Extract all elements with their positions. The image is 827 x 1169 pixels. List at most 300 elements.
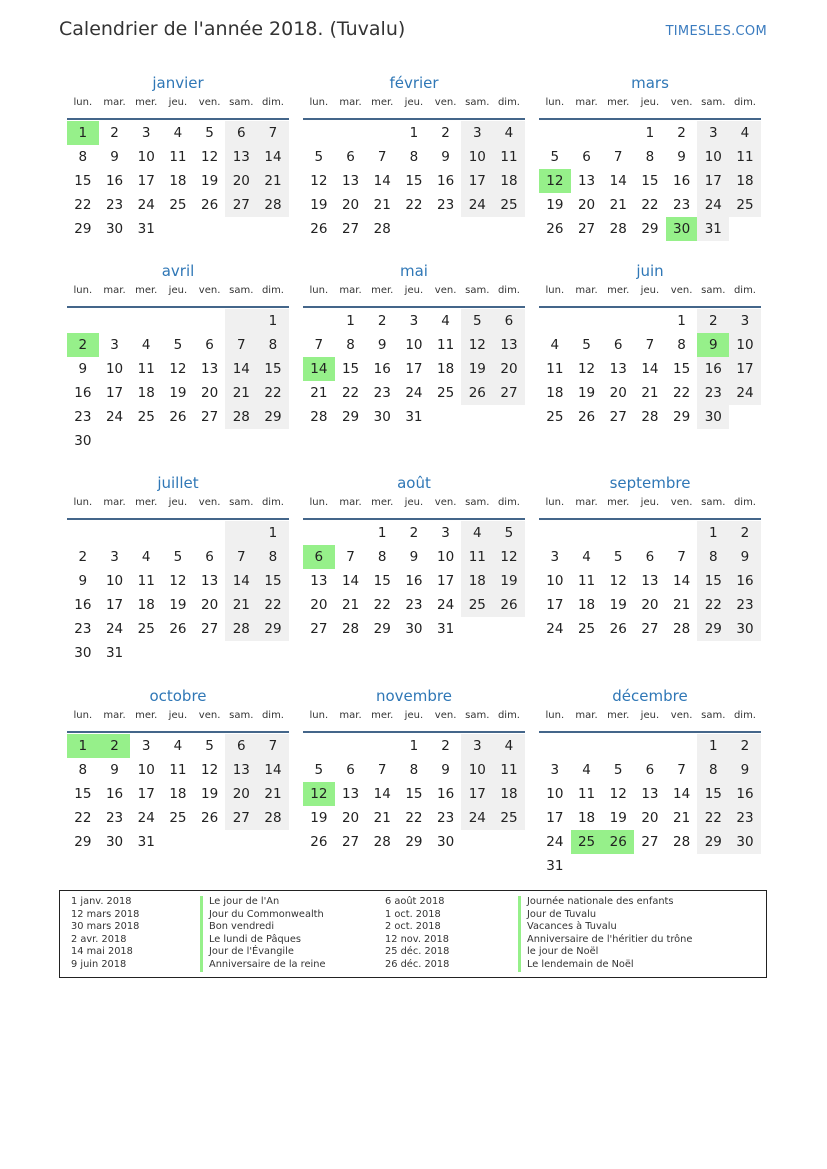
day-cell: 3	[550, 762, 560, 778]
day-cell: 20	[641, 597, 659, 613]
day-cell: 16	[729, 782, 761, 806]
day-cell: 12	[539, 169, 571, 193]
day-cell: 15	[405, 786, 423, 802]
day-grid	[67, 734, 289, 854]
day-cell: 30	[729, 830, 761, 854]
day-cell: 8	[78, 762, 88, 778]
empty-cell	[602, 121, 634, 145]
month-block	[539, 72, 761, 241]
day-cell: 25	[137, 409, 155, 425]
day-cell: 23	[74, 621, 92, 637]
header-rule	[303, 731, 525, 733]
weekday-label: ven.	[198, 710, 221, 721]
day-cell: 5	[173, 337, 183, 353]
weekday-label: mar.	[575, 285, 598, 296]
day-cell: 12	[201, 149, 219, 165]
empty-cell	[194, 217, 226, 241]
day-cell: 3	[441, 525, 450, 541]
day-cell: 23	[405, 597, 423, 613]
day-cell: 9	[441, 762, 450, 778]
day-cell: 7	[645, 337, 655, 353]
day-cell: 7	[613, 149, 623, 165]
day-cell: 20	[609, 385, 627, 401]
day-cell: 26	[609, 621, 627, 637]
empty-cell	[257, 217, 289, 241]
day-cell: 22	[697, 806, 729, 830]
weekday-label: mar.	[575, 710, 598, 721]
day-grid	[303, 521, 525, 641]
day-cell: 11	[493, 145, 525, 169]
day-cell: 11	[729, 145, 761, 169]
day-grid	[303, 121, 525, 241]
day-cell: 25	[577, 621, 596, 637]
day-cell: 30	[105, 221, 124, 237]
legend-date: 1 janv. 2018	[71, 896, 132, 907]
day-cell: 8	[409, 762, 419, 778]
month-name: mars	[631, 74, 669, 92]
day-cell: 26	[602, 830, 634, 854]
day-grid	[67, 521, 289, 665]
day-cell: 1	[697, 734, 729, 758]
day-cell: 15	[697, 569, 729, 593]
day-grid	[303, 734, 525, 854]
day-cell: 28	[341, 621, 360, 637]
day-cell: 9	[729, 545, 761, 569]
legend-holiday-name: Anniversaire de l'héritier du trône	[518, 934, 692, 947]
weekday-label: dim.	[733, 285, 756, 296]
weekday-label: mer.	[607, 97, 630, 108]
day-cell: 6	[613, 337, 623, 353]
legend-date: 2 oct. 2018	[385, 921, 441, 933]
day-cell: 28	[373, 221, 391, 237]
day-cell: 21	[225, 593, 257, 617]
legend-date: 26 déc. 2018	[385, 958, 450, 970]
day-cell: 1	[409, 125, 419, 141]
day-cell: 1	[677, 313, 686, 329]
day-cell: 31	[137, 834, 155, 850]
weekday-label: dim.	[261, 710, 284, 721]
day-cell: 31	[137, 221, 155, 237]
day-cell: 13	[201, 361, 219, 377]
weekday-label: dim.	[733, 497, 756, 508]
day-cell: 7	[346, 549, 355, 565]
day-cell: 25	[169, 197, 187, 213]
header-rule	[67, 731, 289, 733]
day-cell: 8	[257, 545, 289, 569]
empty-cell	[666, 521, 698, 545]
day-cell: 21	[641, 385, 659, 401]
weekday-header	[303, 285, 525, 303]
day-cell: 28	[373, 834, 391, 850]
month-name: mai	[400, 262, 428, 280]
day-cell: 29	[373, 621, 391, 637]
weekday-header	[303, 97, 525, 115]
day-cell: 8	[377, 549, 387, 565]
empty-cell	[539, 734, 571, 758]
day-cell: 4	[173, 738, 183, 754]
day-cell: 10	[729, 333, 761, 357]
weekday-label: dim.	[261, 97, 284, 108]
month-block	[303, 260, 525, 429]
day-cell: 16	[437, 173, 455, 189]
weekday-label: ven.	[198, 97, 221, 108]
day-cell: 10	[461, 145, 493, 169]
month-name: août	[397, 474, 431, 492]
day-cell: 10	[437, 549, 455, 565]
month-block	[303, 685, 525, 854]
day-cell: 25	[571, 830, 603, 854]
day-cell: 17	[405, 361, 423, 377]
day-cell: 23	[673, 197, 691, 213]
day-cell: 20	[225, 169, 257, 193]
day-cell: 14	[673, 786, 691, 802]
day-cell: 23	[74, 409, 92, 425]
day-cell: 15	[673, 361, 691, 377]
day-cell: 24	[461, 806, 493, 830]
day-grid	[303, 309, 525, 429]
day-cell: 3	[550, 549, 560, 565]
weekday-label: mar.	[339, 97, 362, 108]
day-cell: 29	[257, 617, 289, 641]
legend-date: 12 nov. 2018	[385, 933, 449, 945]
day-cell: 27	[341, 834, 360, 850]
day-cell: 5	[173, 549, 183, 565]
day-cell: 12	[461, 333, 493, 357]
empty-cell	[130, 429, 162, 453]
day-cell: 19	[577, 385, 596, 401]
day-cell: 9	[377, 337, 387, 353]
day-cell: 28	[225, 405, 257, 429]
day-cell: 31	[546, 858, 564, 874]
weekday-label: mar.	[575, 497, 598, 508]
day-cell: 14	[257, 145, 289, 169]
legend-holiday-name: Le lendemain de Noël	[518, 959, 692, 972]
day-cell: 19	[169, 597, 187, 613]
day-cell: 14	[225, 569, 257, 593]
day-cell: 19	[169, 385, 187, 401]
empty-cell	[602, 309, 634, 333]
weekday-label: ven.	[670, 497, 693, 508]
day-cell: 28	[641, 409, 659, 425]
day-cell: 30	[729, 617, 761, 641]
day-cell: 9	[110, 762, 119, 778]
day-cell: 10	[105, 361, 124, 377]
weekday-label: mer.	[371, 285, 394, 296]
day-cell: 20	[341, 197, 360, 213]
day-cell: 4	[141, 337, 151, 353]
day-cell: 18	[546, 385, 564, 401]
day-cell: 6	[645, 549, 655, 565]
day-cell: 24	[546, 834, 564, 850]
day-cell: 23	[437, 810, 455, 826]
legend-dates-right	[385, 896, 449, 972]
day-cell: 19	[493, 569, 525, 593]
legend-date: 6 août 2018	[385, 896, 445, 907]
day-cell: 5	[493, 521, 525, 545]
day-cell: 17	[105, 385, 124, 401]
empty-cell	[634, 521, 666, 545]
empty-cell	[461, 617, 493, 641]
day-cell: 24	[105, 621, 124, 637]
day-cell: 27	[609, 409, 627, 425]
day-cell: 20	[641, 810, 659, 826]
day-cell: 29	[641, 221, 659, 237]
day-cell: 29	[673, 409, 691, 425]
day-cell: 24	[105, 409, 124, 425]
day-cell: 4	[729, 121, 761, 145]
day-cell: 27	[641, 621, 659, 637]
day-cell: 13	[577, 173, 596, 189]
day-cell: 19	[609, 597, 627, 613]
day-cell: 6	[205, 549, 214, 565]
legend-holiday-name: Anniversaire de la reine	[200, 959, 325, 972]
day-cell: 30	[74, 433, 92, 449]
day-cell: 17	[697, 169, 729, 193]
weekday-label: lun.	[309, 710, 329, 721]
day-grid	[539, 734, 761, 878]
day-cell: 1	[377, 525, 387, 541]
day-cell: 17	[137, 173, 155, 189]
weekday-header	[303, 497, 525, 515]
day-cell: 17	[546, 597, 564, 613]
day-cell: 29	[257, 405, 289, 429]
day-grid	[539, 121, 761, 241]
day-cell: 14	[373, 786, 391, 802]
weekday-label: dim.	[733, 97, 756, 108]
empty-cell	[634, 854, 666, 878]
weekday-label: mar.	[103, 710, 126, 721]
day-cell: 25	[169, 810, 187, 826]
empty-cell	[666, 854, 698, 878]
legend-holiday-name: Jour de l'Évangile	[200, 946, 325, 959]
weekday-label: ven.	[434, 285, 457, 296]
day-cell: 26	[546, 221, 564, 237]
weekday-label: ven.	[434, 497, 457, 508]
empty-cell	[194, 830, 226, 854]
day-cell: 4	[461, 521, 493, 545]
day-cell: 10	[546, 573, 564, 589]
empty-cell	[539, 121, 571, 145]
day-cell: 27	[341, 221, 360, 237]
day-cell: 2	[729, 521, 761, 545]
day-cell: 16	[697, 357, 729, 381]
day-cell: 20	[201, 385, 219, 401]
weekday-label: jeu.	[404, 497, 424, 508]
day-cell: 22	[405, 810, 423, 826]
day-cell: 9	[697, 333, 729, 357]
day-cell: 15	[405, 173, 423, 189]
day-cell: 25	[729, 193, 761, 217]
month-name: janvier	[152, 74, 204, 92]
weekday-label: dim.	[497, 710, 520, 721]
empty-cell	[67, 309, 99, 333]
day-cell: 11	[577, 573, 596, 589]
day-cell: 12	[169, 573, 187, 589]
day-cell: 21	[257, 782, 289, 806]
weekday-label: lun.	[73, 710, 93, 721]
day-cell: 27	[201, 409, 219, 425]
month-block	[539, 685, 761, 878]
header-rule	[303, 518, 525, 520]
empty-cell	[398, 217, 430, 241]
weekday-label: mar.	[103, 285, 126, 296]
day-cell: 1	[697, 521, 729, 545]
legend-holiday-name: Vacances à Tuvalu	[518, 921, 692, 934]
weekday-label: jeu.	[168, 285, 188, 296]
weekday-label: lun.	[545, 497, 565, 508]
day-cell: 1	[409, 738, 419, 754]
day-cell: 8	[346, 337, 355, 353]
day-cell: 22	[673, 385, 691, 401]
day-cell: 12	[577, 361, 596, 377]
day-cell: 17	[546, 810, 564, 826]
day-cell: 25	[137, 621, 155, 637]
month-name: décembre	[612, 687, 688, 705]
day-cell: 23	[697, 381, 729, 405]
day-grid	[539, 521, 761, 641]
day-cell: 24	[405, 385, 423, 401]
day-cell: 8	[677, 337, 686, 353]
day-cell: 10	[137, 149, 155, 165]
day-cell: 7	[377, 149, 387, 165]
day-cell: 11	[577, 786, 596, 802]
day-cell: 8	[257, 333, 289, 357]
weekday-label: lun.	[545, 97, 565, 108]
day-cell: 8	[645, 149, 655, 165]
weekday-label: sam.	[465, 97, 490, 108]
day-cell: 6	[205, 337, 214, 353]
day-cell: 25	[493, 193, 525, 217]
empty-cell	[366, 121, 398, 145]
weekday-label: sam.	[465, 497, 490, 508]
weekday-label: lun.	[309, 97, 329, 108]
day-cell: 15	[74, 786, 92, 802]
day-cell: 14	[373, 173, 391, 189]
day-cell: 20	[493, 357, 525, 381]
weekday-header	[67, 497, 289, 515]
day-cell: 26	[201, 810, 219, 826]
empty-cell	[162, 309, 194, 333]
day-cell: 11	[169, 762, 187, 778]
day-cell: 9	[409, 549, 419, 565]
day-cell: 5	[314, 149, 324, 165]
day-cell: 3	[461, 121, 493, 145]
day-cell: 11	[461, 545, 493, 569]
day-cell: 5	[205, 125, 214, 141]
day-cell: 20	[341, 810, 360, 826]
day-cell: 12	[303, 782, 335, 806]
weekday-label: ven.	[198, 285, 221, 296]
empty-cell	[335, 121, 367, 145]
weekday-label: jeu.	[640, 97, 660, 108]
legend-holiday-name: Le lundi de Pâques	[200, 934, 325, 947]
day-cell: 5	[461, 309, 493, 333]
brand-link[interactable]: TIMESLES.COM	[665, 24, 767, 39]
day-cell: 7	[225, 545, 257, 569]
month-name: février	[389, 74, 439, 92]
weekday-label: mar.	[339, 285, 362, 296]
weekday-label: mer.	[607, 285, 630, 296]
header-rule	[67, 118, 289, 120]
weekday-label: mar.	[103, 497, 126, 508]
weekday-label: jeu.	[168, 710, 188, 721]
day-cell: 30	[74, 645, 92, 661]
empty-cell	[303, 309, 335, 333]
weekday-label: mar.	[339, 710, 362, 721]
weekday-label: sam.	[701, 97, 726, 108]
day-cell: 9	[78, 573, 88, 589]
empty-cell	[162, 217, 194, 241]
month-name: juin	[636, 262, 664, 280]
empty-cell	[571, 734, 603, 758]
day-cell: 13	[641, 786, 659, 802]
day-cell: 23	[373, 385, 391, 401]
day-cell: 1	[346, 313, 355, 329]
legend-dates-left	[71, 896, 139, 972]
empty-cell	[225, 217, 257, 241]
day-cell: 16	[105, 786, 124, 802]
day-cell: 3	[110, 549, 119, 565]
empty-cell	[225, 521, 257, 545]
legend-date: 12 mars 2018	[71, 908, 140, 920]
day-cell: 8	[697, 758, 729, 782]
day-cell: 4	[173, 125, 183, 141]
day-cell: 20	[225, 782, 257, 806]
day-cell: 5	[613, 549, 623, 565]
day-cell: 30	[105, 834, 124, 850]
day-cell: 21	[341, 597, 360, 613]
day-cell: 17	[461, 169, 493, 193]
weekday-header	[539, 97, 761, 115]
day-cell: 21	[609, 197, 627, 213]
weekday-label: ven.	[670, 97, 693, 108]
header-rule	[67, 518, 289, 520]
empty-cell	[225, 641, 257, 665]
empty-cell	[634, 309, 666, 333]
empty-cell	[430, 405, 462, 429]
day-cell: 18	[137, 597, 155, 613]
empty-cell	[130, 641, 162, 665]
day-cell: 24	[137, 810, 155, 826]
day-cell: 31	[105, 645, 124, 661]
day-cell: 15	[641, 173, 659, 189]
weekday-label: sam.	[701, 710, 726, 721]
day-cell: 2	[99, 734, 131, 758]
day-cell: 9	[729, 758, 761, 782]
empty-cell	[335, 521, 367, 545]
day-cell: 29	[697, 830, 729, 854]
day-cell: 3	[110, 337, 119, 353]
weekday-label: lun.	[545, 285, 565, 296]
day-cell: 19	[461, 357, 493, 381]
empty-cell	[666, 734, 698, 758]
day-cell: 13	[341, 786, 360, 802]
day-cell: 26	[201, 197, 219, 213]
day-cell: 1	[257, 309, 289, 333]
day-cell: 26	[169, 409, 187, 425]
empty-cell	[571, 854, 603, 878]
legend-names-right	[518, 896, 692, 972]
empty-cell	[539, 309, 571, 333]
empty-cell	[257, 830, 289, 854]
day-cell: 6	[303, 545, 335, 569]
day-cell: 18	[137, 385, 155, 401]
weekday-label: sam.	[701, 285, 726, 296]
day-cell: 22	[641, 197, 659, 213]
day-cell: 25	[546, 409, 564, 425]
day-cell: 27	[225, 806, 257, 830]
weekday-label: ven.	[670, 285, 693, 296]
